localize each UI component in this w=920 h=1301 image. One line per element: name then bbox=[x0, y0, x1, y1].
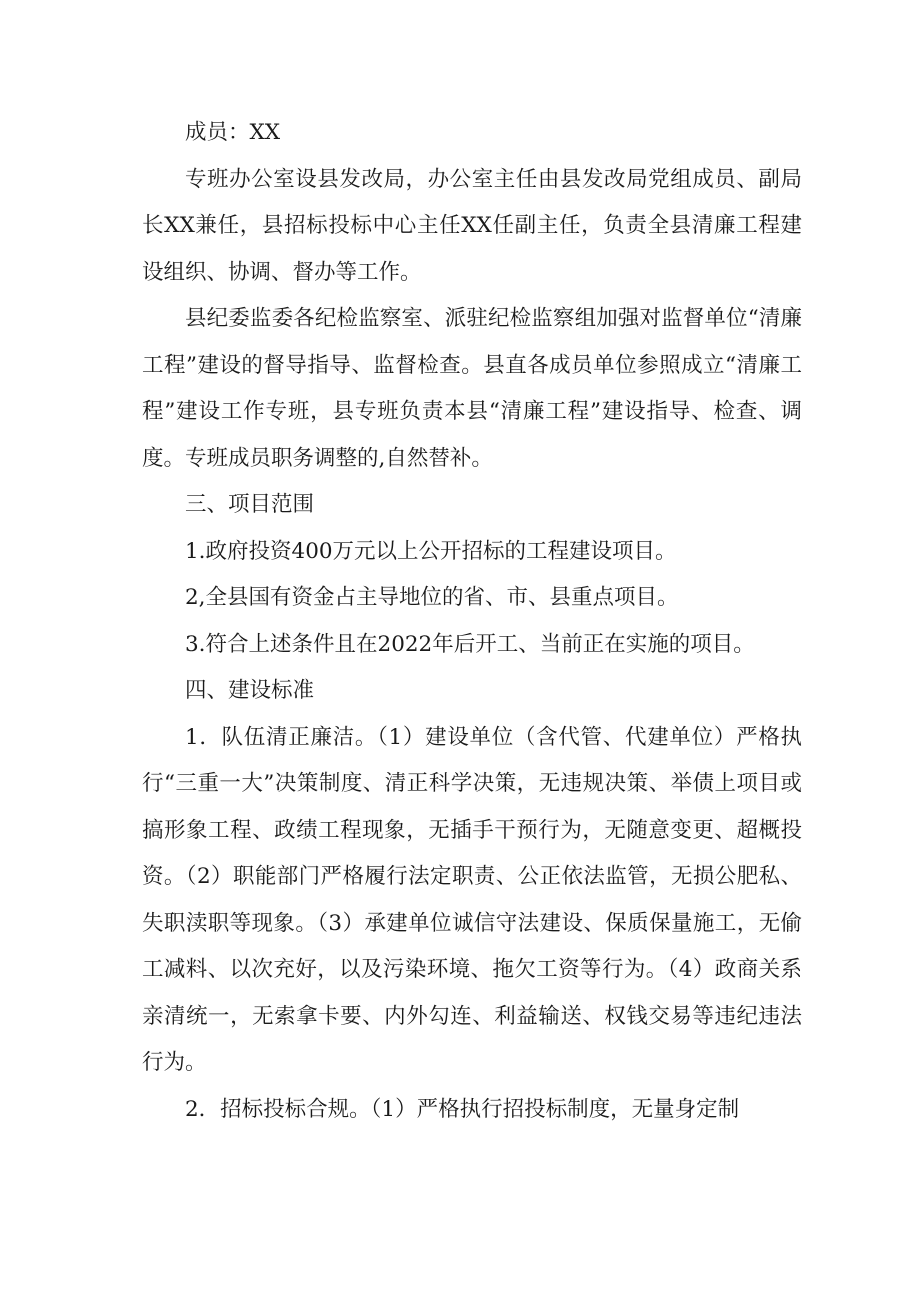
heading-construction-standards: 四、建设标准 bbox=[185, 678, 315, 703]
paragraph-members: 成员：XX bbox=[185, 120, 281, 145]
paragraph-scope-1: 1.政府投资400万元以上公开招标的工程建设项目。 bbox=[185, 538, 677, 564]
paragraph-scope-2: 2,全县国有资金占主导地位的省、市、县重点项目。 bbox=[185, 585, 679, 610]
paragraph-supervision: 县纪委监委各纪检监察室、派驻纪检监察组加强对监督单位“清廉工程”建设的督导指导、监督检查。县直各成员单位参照成立“清廉工程”建设工作专班，县专班负责本县“清廉工程”建设指导、检查、调度。专班成员职务调整的,自然替补。 bbox=[142, 306, 802, 471]
heading-project-scope: 三、项目范围 bbox=[185, 492, 315, 517]
paragraph-office: 专班办公室设县发改局，办公室主任由县发改局党组成员、副局长XX兼任，县招标投标中心主任XX任副主任，负责全县清廉工程建设组织、协调、督办等工作。 bbox=[142, 166, 802, 285]
document-body bbox=[142, 110, 802, 1133]
paragraph-standard-1: 1．队伍清正廉洁。（1）建设单位（含代管、代建单位）严格执行“三重一大”决策制度、清正科学决策，无违规决策、举债上项目或搞形象工程、政绩工程现象，无插手干预行为，无随意变更、超概投资。（2）职能部门严格履行法定职责、公正依法监管，无损公肥私、失职渎职等现象。（3）承建单位诚信守法建设、保质保量施工，无偷工减料、以次充好，以及污染环境、拖欠工资等行为。（4）政商关系亲清统一，无索拿卡要、内外勾连、利益输送、权钱交易等违纪违法行为。 bbox=[142, 724, 802, 1075]
paragraph-scope-3: 3.符合上述条件且在2022年后开工、当前正在实施的项目。 bbox=[185, 631, 755, 657]
paragraph-standard-2: 2．招标投标合规。（1）严格执行招投标制度，无量身定制 bbox=[185, 1096, 740, 1122]
